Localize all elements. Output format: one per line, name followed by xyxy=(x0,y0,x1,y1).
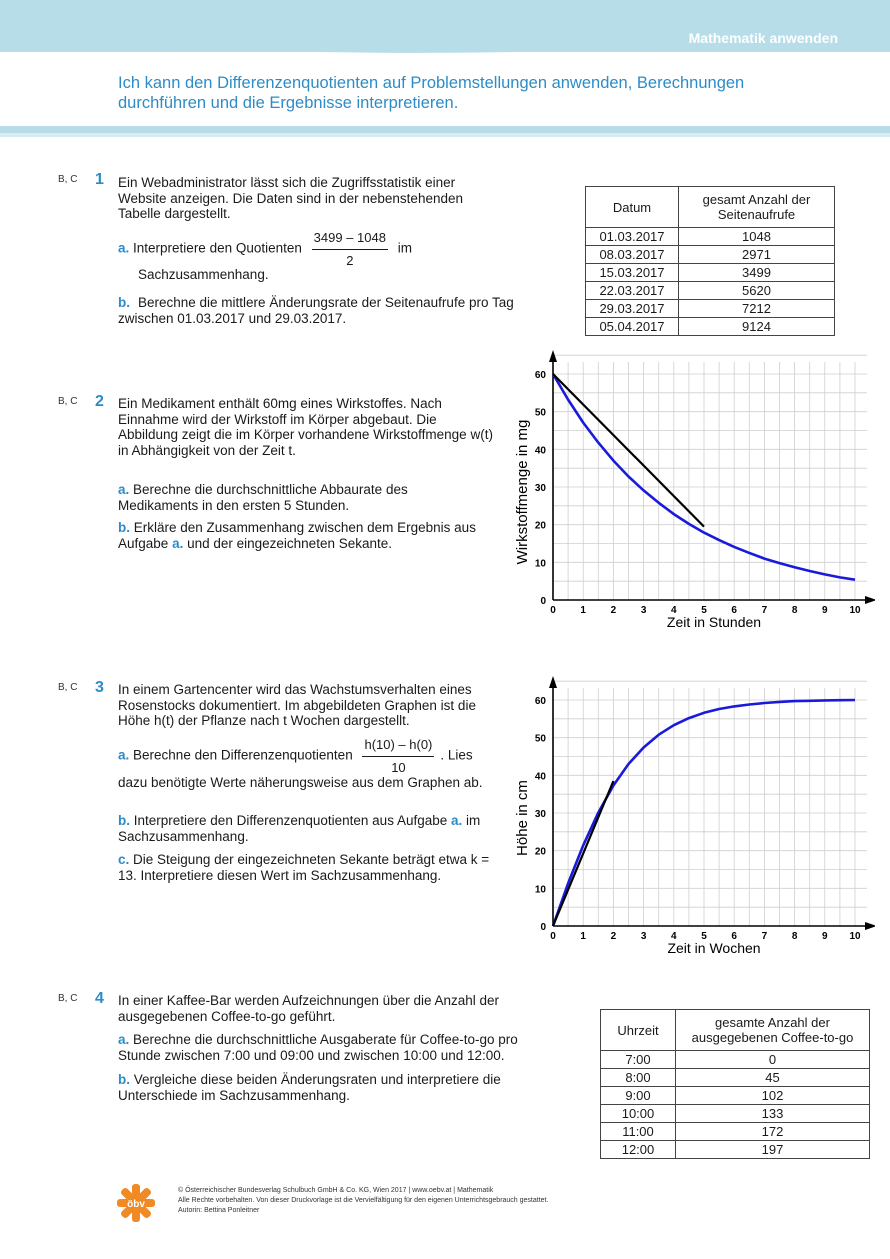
table-cell: 45 xyxy=(676,1069,870,1087)
table-header: Uhrzeit xyxy=(601,1010,676,1051)
task3-a-label: a. xyxy=(118,747,130,763)
table-cell: 11:00 xyxy=(601,1123,676,1141)
footer-rights: Alle Rechte vorbehalten. Von dieser Druckvorlage ist die Vervielfältigung für den eigenen Unterrichtsgebrauch gestattet. xyxy=(178,1197,549,1204)
task2-a xyxy=(118,482,448,513)
table-cell: 0 xyxy=(676,1051,870,1069)
x-tick-label: 2 xyxy=(610,931,617,942)
table-cell: 7212 xyxy=(679,300,835,318)
task1-a xyxy=(118,230,518,268)
task1-number: 1 xyxy=(95,171,104,188)
task4-tag: B, C xyxy=(58,993,78,1004)
task4-a-label: a. xyxy=(118,1032,130,1047)
oebv-logo-text: öbv xyxy=(127,1199,145,1210)
oebv-logo xyxy=(117,1184,155,1222)
task4-b-text: Vergleiche diese beiden Änderungsraten und interpretiere die Unterschiede im Sachzusammenhang. xyxy=(118,1072,501,1103)
task3-a-text3: dazu benötigte Werte näherungsweise aus dem Graphen ab. xyxy=(118,775,483,790)
table-cell: 01.03.2017 xyxy=(586,228,679,246)
task3-fraction-denominator: 10 xyxy=(391,759,406,775)
task3-b-text1: Interpretiere den Differenzenquotienten aus Aufgabe xyxy=(133,813,448,828)
x-tick-label: 0 xyxy=(550,931,556,942)
table-row xyxy=(601,1105,870,1123)
table-cell: 133 xyxy=(676,1105,870,1123)
y-axis-arrow xyxy=(549,350,557,362)
task1-b xyxy=(118,295,518,326)
y-axis-arrow xyxy=(549,676,557,688)
y-tick-label: 60 xyxy=(534,370,546,381)
table-cell: 172 xyxy=(676,1123,870,1141)
table-cell: 3499 xyxy=(679,264,835,282)
task1-intro: Ein Webadministrator lässt sich die Zugriffsstatistik einer Website anzeigen. Die Daten sind in der nebenstehenden Tabelle dargestellt. xyxy=(118,175,463,221)
y-tick-label: 40 xyxy=(534,445,546,457)
y-tick-label: 20 xyxy=(534,520,546,532)
task2-b-text1: Erkläre den Zusammenhang zwischen dem Ergebnis aus Aufgabe xyxy=(118,520,476,551)
table-row xyxy=(601,1123,870,1141)
task2-b-ref: a. xyxy=(172,535,184,551)
task3-b-text2: im Sachzusammenhang. xyxy=(118,813,481,844)
y-tick-label: 50 xyxy=(534,733,546,745)
task2-b-label: b. xyxy=(118,520,130,535)
task1-fraction-numerator: 3499 – 1048 xyxy=(312,230,388,250)
task3-c xyxy=(118,852,498,883)
table-cell: 05.04.2017 xyxy=(586,318,679,336)
task1-a-text2: im xyxy=(397,240,412,256)
y-tick-label: 30 xyxy=(534,809,546,820)
x-tick-label: 8 xyxy=(791,605,798,616)
table-cell: 29.03.2017 xyxy=(586,300,679,318)
table-row xyxy=(601,1069,870,1087)
y-tick-label: 0 xyxy=(540,922,546,933)
table-header: Datum xyxy=(586,187,679,228)
task4-table xyxy=(600,1009,870,1159)
task3-b xyxy=(118,813,498,844)
table-header: gesamte Anzahl der ausgegebenen Coffee-to-go xyxy=(676,1010,870,1051)
task2-b xyxy=(118,520,498,551)
task4-a xyxy=(118,1032,548,1063)
x-tick-label: 7 xyxy=(761,931,768,942)
task2-intro: Ein Medikament enthält 60mg eines Wirkstoffes. Nach Einnahme wird der Wirkstoff im Körper abgebaut. Die Abbildung zeigt die im Körper vorhandene Wirkstoffmenge w(t) in Abhängigkeit von der Zeit t. xyxy=(118,396,493,458)
y-tick-label: 10 xyxy=(534,558,546,570)
task3-c-text: Die Steigung der eingezeichneten Sekante beträgt etwa k = 13. Interpretiere diesen Wert im Sachzusammenhang. xyxy=(118,852,490,883)
task4-b-label: b. xyxy=(118,1072,130,1087)
y-tick-label: 20 xyxy=(534,846,546,858)
task4-number: 4 xyxy=(95,990,104,1007)
chart-wirkstoff xyxy=(505,342,875,634)
table-cell: 15.03.2017 xyxy=(586,264,679,282)
task1-table xyxy=(585,186,835,336)
y-tick-label: 0 xyxy=(540,596,546,607)
table-row xyxy=(586,300,835,318)
task2-b-text2: und der eingezeichneten Sekante. xyxy=(187,535,392,551)
y-tick-label: 50 xyxy=(534,407,546,419)
task1-a-text1: Interpretiere den Quotienten xyxy=(133,240,302,256)
task3-b-label: b. xyxy=(118,813,130,828)
x-tick-label: 3 xyxy=(640,605,647,616)
x-tick-label: 1 xyxy=(580,931,586,942)
table-cell: 10:00 xyxy=(601,1105,676,1123)
x-tick-label: 2 xyxy=(610,605,617,616)
x-tick-label: 7 xyxy=(761,605,768,616)
task4-a-text: Berechne die durchschnittliche Ausgaberate für Coffee-to-go pro Stunde zwischen 7:00 und 09:00 und zwischen 10:00 und 12:00. xyxy=(118,1032,518,1063)
x-tick-label: 10 xyxy=(849,605,861,616)
table-cell: 7:00 xyxy=(601,1051,676,1069)
table-cell: 2971 xyxy=(679,246,835,264)
divider-stripe-light xyxy=(0,133,890,137)
task1-b-text: Berechne die mittlere Änderungsrate der Seitenaufrufe pro Tag zwischen 01.03.2017 und 29.03.2017. xyxy=(118,295,514,326)
learning-goal: Ich kann den Differenzenquotienten auf Problemstellungen anwenden, Berechnungen durchführen und die Ergebnisse interpretieren. xyxy=(118,74,745,112)
x-tick-label: 1 xyxy=(580,605,586,616)
footer-copyright: © Österreichischer Bundesverlag Schulbuch GmbH & Co. KG, Wien 2017 | www.oebv.at | Mathematik xyxy=(178,1187,494,1194)
task2-a-text: Berechne die durchschnittliche Abbaurate des Medikaments in den ersten 5 Stunden. xyxy=(118,482,408,513)
y-axis-label: Höhe in cm xyxy=(514,780,531,856)
x-tick-label: 9 xyxy=(822,605,828,616)
table-cell: 22.03.2017 xyxy=(586,282,679,300)
x-tick-label: 4 xyxy=(671,931,677,942)
x-tick-label: 9 xyxy=(822,931,828,942)
table-row xyxy=(586,228,835,246)
x-axis-label: Zeit in Stunden xyxy=(666,614,762,630)
x-axis-label: Zeit in Wochen xyxy=(667,940,761,956)
x-tick-label: 5 xyxy=(701,931,707,942)
task4-intro: In einer Kaffee-Bar werden Aufzeichnungen über die Anzahl der ausgegebenen Coffee-to-go geführt. xyxy=(118,993,500,1024)
table-cell: 197 xyxy=(676,1141,870,1159)
x-tick-label: 0 xyxy=(550,605,556,616)
table-row xyxy=(586,318,835,336)
chart-hoehe xyxy=(505,668,875,960)
table-row xyxy=(601,1051,870,1069)
table-cell: 8:00 xyxy=(601,1069,676,1087)
x-axis-arrow xyxy=(865,596,875,604)
table-row xyxy=(586,246,835,264)
table-cell: 5620 xyxy=(679,282,835,300)
y-tick-label: 10 xyxy=(534,884,546,896)
footer-author: Autorin: Bettina Ponleitner xyxy=(178,1207,260,1214)
table-cell: 102 xyxy=(676,1087,870,1105)
task2-number: 2 xyxy=(95,393,104,410)
task1-a-text3: Sachzusammenhang. xyxy=(138,267,269,282)
task1-fraction xyxy=(312,230,388,268)
task3-fraction-numerator: h(10) – h(0) xyxy=(362,737,434,757)
y-tick-label: 60 xyxy=(534,696,546,707)
footer xyxy=(178,1186,548,1216)
task3-fraction xyxy=(362,737,434,775)
table-row xyxy=(601,1141,870,1159)
task1-a-label: a. xyxy=(118,240,130,256)
y-axis-label: Wirkstoffmenge in mg xyxy=(514,419,531,565)
x-tick-label: 10 xyxy=(849,931,861,942)
task4-b xyxy=(118,1072,538,1103)
table-cell: 9:00 xyxy=(601,1087,676,1105)
x-tick-label: 4 xyxy=(671,605,677,616)
task3-a-text2: . Lies xyxy=(440,747,473,763)
task3-a-text1: Berechne den Differenzenquotienten xyxy=(133,747,353,763)
task2-a-label: a. xyxy=(118,482,130,497)
task1-fraction-denominator: 2 xyxy=(346,252,354,268)
x-axis-arrow xyxy=(865,922,875,930)
table-cell: 9124 xyxy=(679,318,835,336)
table-header: gesamt Anzahl der Seitenaufrufe xyxy=(679,187,835,228)
task3-a xyxy=(118,737,498,775)
x-tick-label: 5 xyxy=(701,605,707,616)
task3-tag: B, C xyxy=(58,682,78,693)
table-row xyxy=(586,264,835,282)
task3-number: 3 xyxy=(95,679,104,696)
task1-b-label: b. xyxy=(118,295,130,310)
x-tick-label: 8 xyxy=(791,931,798,942)
task2-tag: B, C xyxy=(58,396,78,407)
task3-b-ref: a. xyxy=(451,813,463,828)
table-cell: 1048 xyxy=(679,228,835,246)
table-row xyxy=(601,1087,870,1105)
y-tick-label: 40 xyxy=(534,771,546,783)
task3-c-label: c. xyxy=(118,852,130,867)
header-title: Mathematik anwenden xyxy=(688,30,838,46)
x-tick-label: 6 xyxy=(731,931,737,942)
x-tick-label: 6 xyxy=(731,605,737,616)
x-tick-label: 3 xyxy=(640,931,647,942)
y-tick-label: 30 xyxy=(534,483,546,494)
task3-intro: In einem Gartencenter wird das Wachstumsverhalten eines Rosenstocks dokumentiert. Im abgebildeten Graphen ist die Höhe h(t) der Pflanze nach t Wochen dargestellt. xyxy=(118,682,476,728)
table-cell: 12:00 xyxy=(601,1141,676,1159)
table-cell: 08.03.2017 xyxy=(586,246,679,264)
task1-tag: B, C xyxy=(58,174,78,185)
table-row xyxy=(586,282,835,300)
